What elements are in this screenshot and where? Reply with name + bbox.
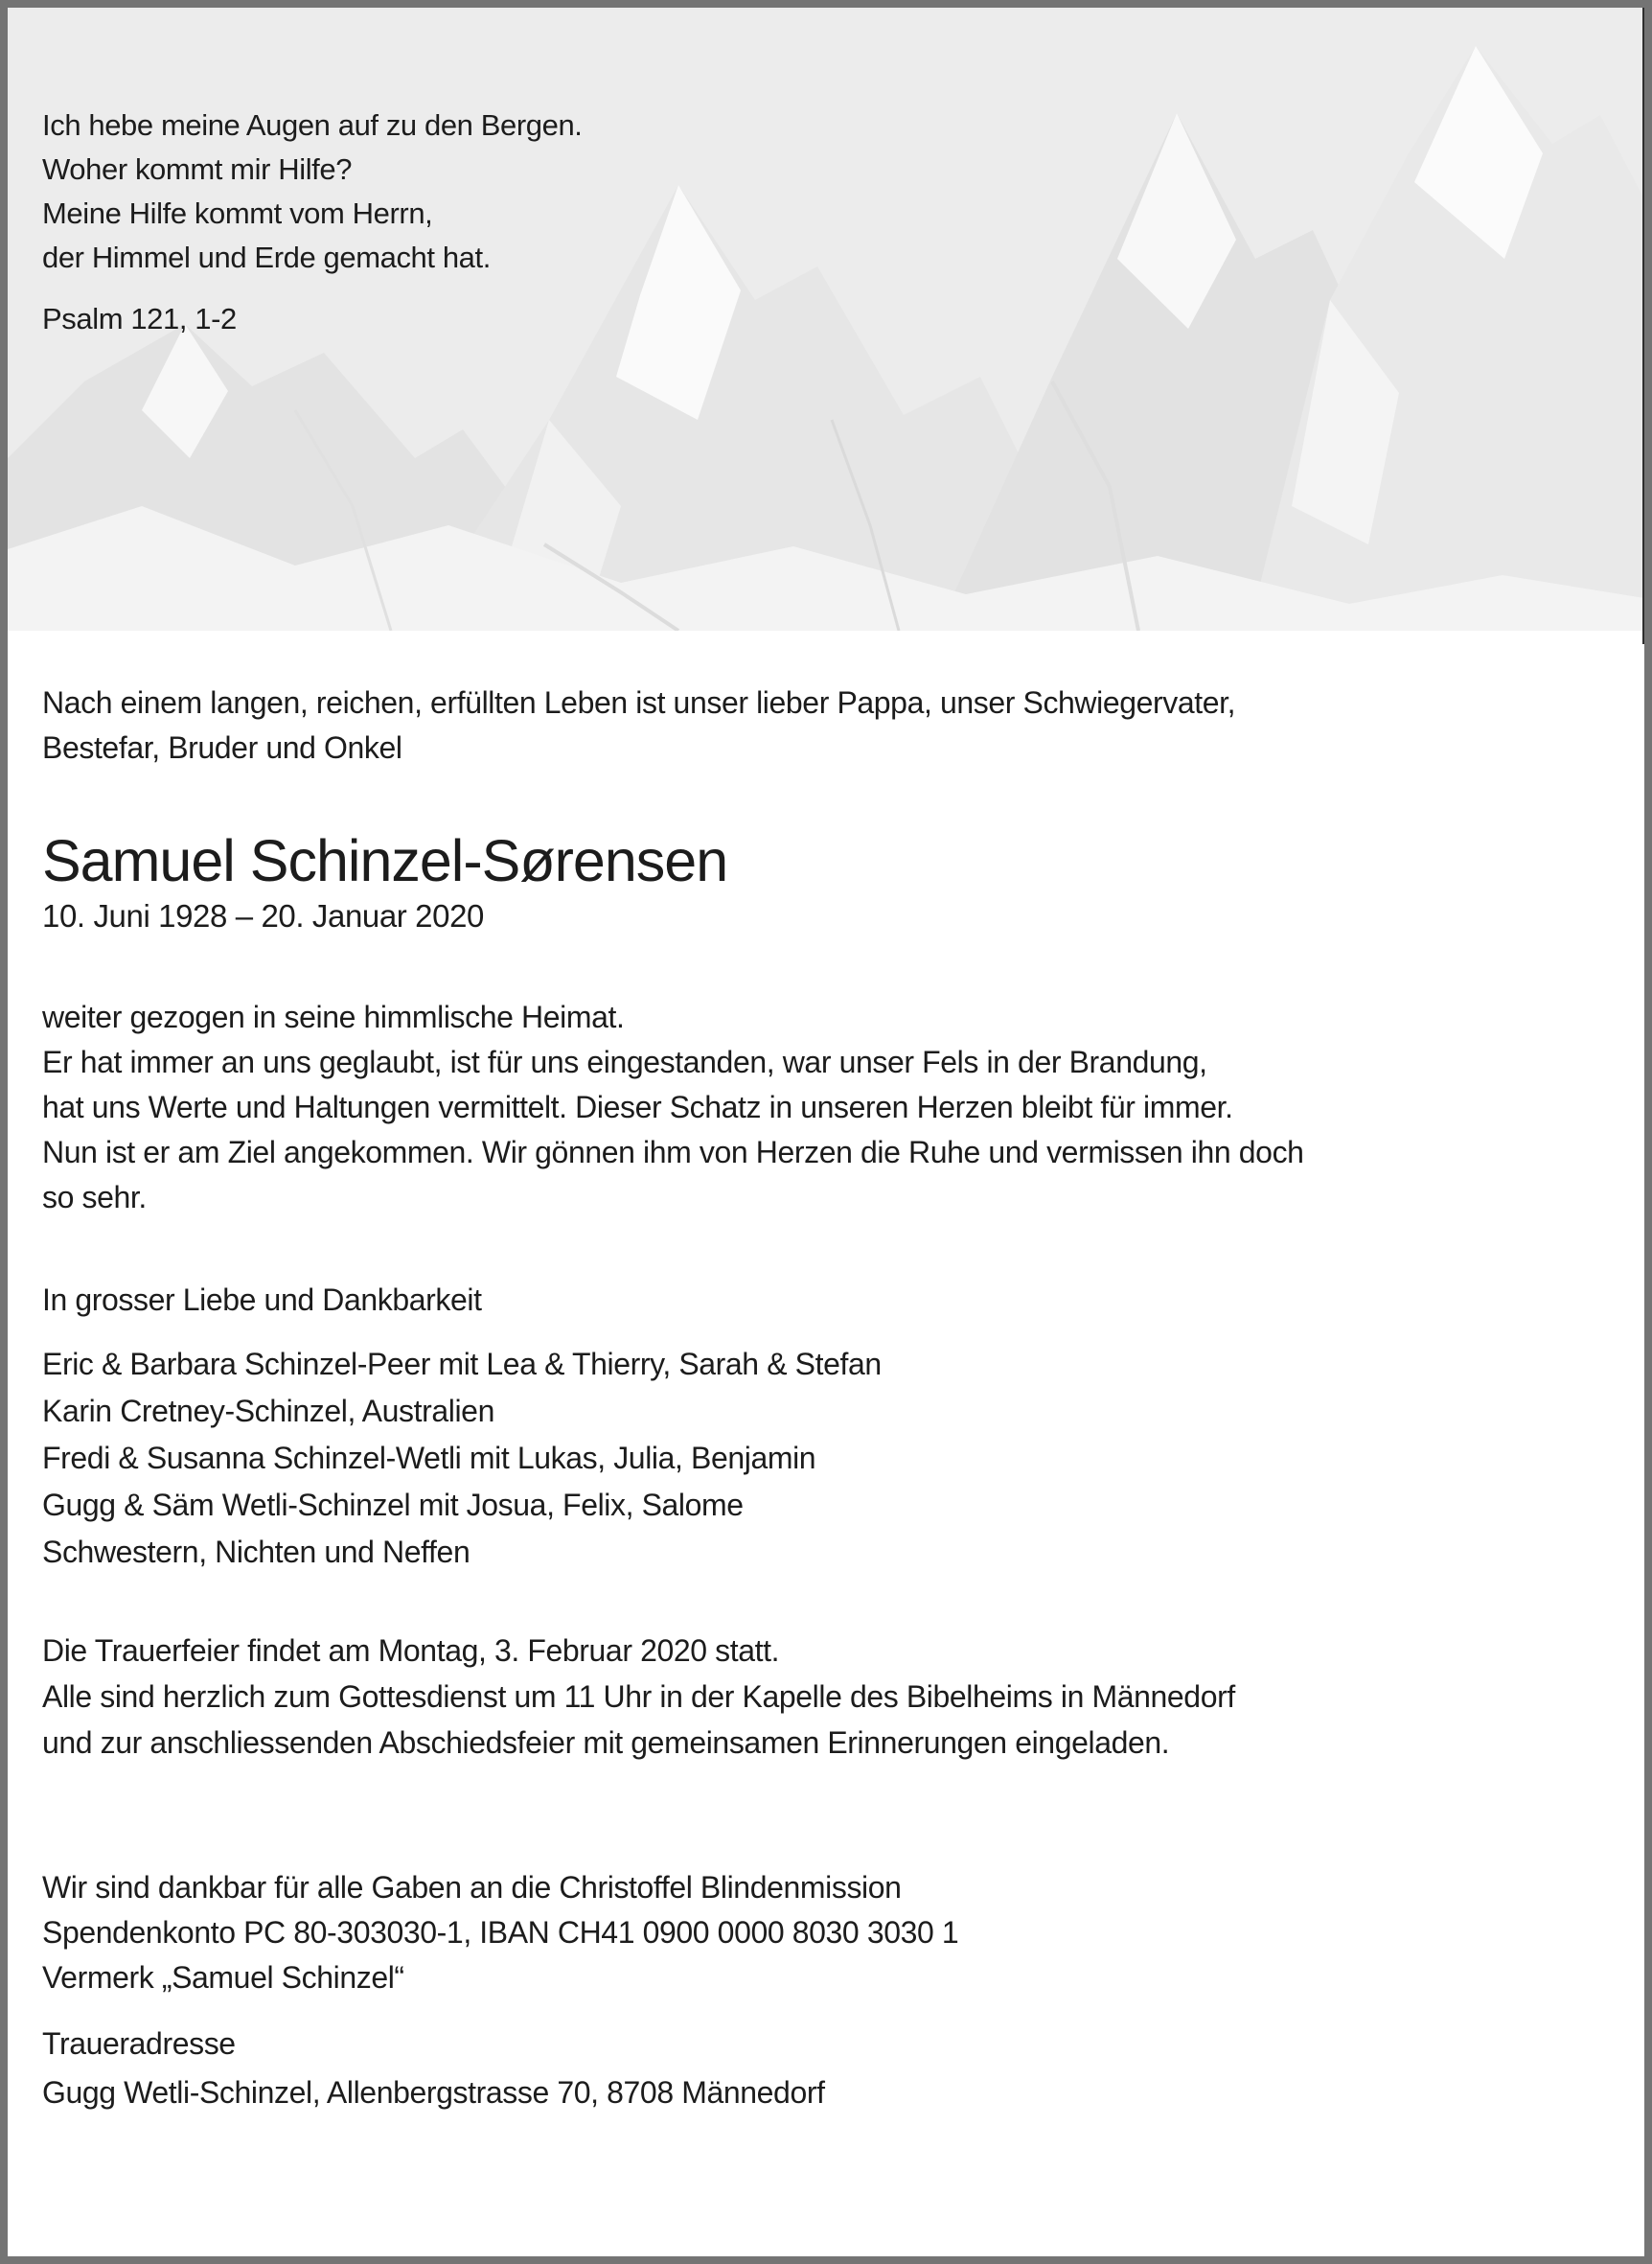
intro-paragraph bbox=[42, 681, 1606, 771]
notice-body bbox=[8, 681, 1644, 2117]
eulogy-line: so sehr. bbox=[42, 1180, 147, 1214]
mourning-address-label: Traueradresse bbox=[42, 2026, 236, 2061]
family-list bbox=[42, 1341, 1606, 1576]
life-dates: 10. Juni 1928 – 20. Januar 2020 bbox=[42, 898, 484, 934]
mourning-address-block bbox=[42, 2020, 1606, 2117]
psalm-line: der Himmel und Erde gemacht hat. bbox=[42, 241, 491, 274]
psalm-lines bbox=[42, 104, 583, 280]
donation-line: Vermerk „Samuel Schinzel“ bbox=[42, 1960, 404, 1995]
psalm-reference: Psalm 121, 1-2 bbox=[42, 302, 237, 335]
deceased-name: Samuel Schinzel-Sørensen bbox=[42, 828, 728, 893]
intro-line: Bestefar, Bruder und Onkel bbox=[42, 730, 402, 765]
eulogy-line: Er hat immer an uns geglaubt, ist für uns eingestanden, war unser Fels in der Brandung, bbox=[42, 1045, 1207, 1079]
donation-paragraph bbox=[42, 1865, 1606, 2000]
eulogy-paragraph bbox=[42, 995, 1606, 1220]
service-line: Alle sind herzlich zum Gottesdienst um 11 Uhr in der Kapelle des Bibelheims in Männedorf bbox=[42, 1679, 1235, 1714]
eulogy-line: weiter gezogen in seine himmlische Heimat. bbox=[42, 1000, 625, 1034]
family-member: Eric & Barbara Schinzel-Peer mit Lea & Thierry, Sarah & Stefan bbox=[42, 1347, 882, 1381]
mountain-photo-header bbox=[8, 8, 1644, 631]
family-member: Gugg & Säm Wetli-Schinzel mit Josua, Felix, Salome bbox=[42, 1488, 744, 1522]
deceased-block bbox=[42, 830, 1606, 937]
mourning-address: Gugg Wetli-Schinzel, Allenbergstrasse 70, 8708 Männedorf bbox=[42, 2075, 825, 2110]
eulogy-line: Nun ist er am Ziel angekommen. Wir gönnen ihm von Herzen die Ruhe und vermissen ihn doch bbox=[42, 1135, 1304, 1169]
psalm-line: Meine Hilfe kommt vom Herrn, bbox=[42, 196, 433, 230]
intro-line: Nach einem langen, reichen, erfüllten Leben ist unser lieber Pappa, unser Schwiegervater, bbox=[42, 685, 1236, 720]
service-line: und zur anschliessenden Abschiedsfeier mit gemeinsamen Erinnerungen eingeladen. bbox=[42, 1725, 1170, 1760]
family-member: Schwestern, Nichten und Neffen bbox=[42, 1535, 470, 1569]
psalm-line: Woher kommt mir Hilfe? bbox=[42, 152, 353, 186]
scan-edge-shadow bbox=[1642, 0, 1652, 644]
eulogy-line: hat uns Werte und Haltungen vermittelt. Dieser Schatz in unseren Herzen bleibt für immer. bbox=[42, 1090, 1233, 1124]
service-paragraph bbox=[42, 1628, 1606, 1766]
donation-line: Wir sind dankbar für alle Gaben an die Christoffel Blindenmission bbox=[42, 1870, 902, 1905]
donation-line: Spendenkonto PC 80-303030-1, IBAN CH41 0900 0000 8030 3030 1 bbox=[42, 1915, 959, 1950]
gratitude-line: In grosser Liebe und Dankbarkeit bbox=[42, 1282, 482, 1317]
service-line: Die Trauerfeier findet am Montag, 3. Februar 2020 statt. bbox=[42, 1633, 780, 1668]
psalm-quote bbox=[42, 104, 583, 341]
psalm-line: Ich hebe meine Augen auf zu den Bergen. bbox=[42, 108, 583, 142]
family-member: Karin Cretney-Schinzel, Australien bbox=[42, 1394, 494, 1428]
family-member: Fredi & Susanna Schinzel-Wetli mit Lukas, Julia, Benjamin bbox=[42, 1441, 816, 1475]
